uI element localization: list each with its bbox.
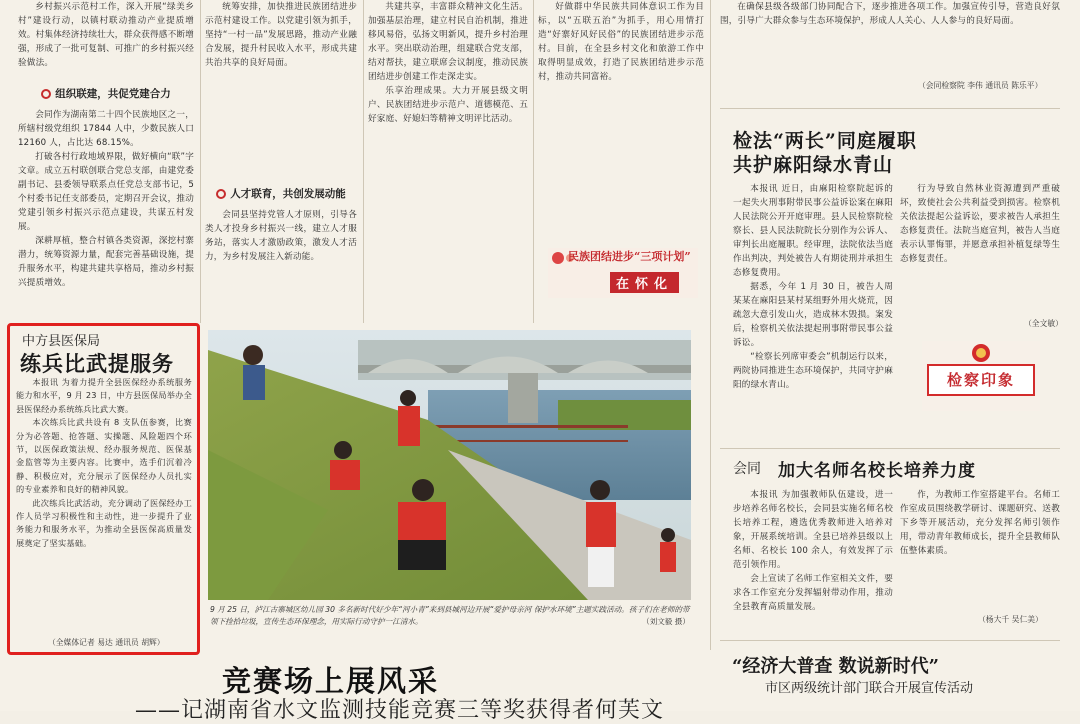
headline: “经济大普查 数说新时代”: [732, 656, 939, 677]
section-divider: [720, 448, 1060, 449]
article-text: 好做群中华民族共同体意识工作为目标，以“五联五治”为抓手，用心用情打造“好寨好风好民俗”的民族团结进步示范村。目前，在全县乡村文化和旅游工作中取得明显成效，打造了民族团结进步示范村，推动共同富裕。: [538, 2, 704, 82]
column-divider: [363, 0, 364, 323]
procuratorate-emblem: [922, 341, 1040, 411]
photo-caption: 9 月 25 日，泸江古寨城区幼儿园 30 多名新时代好少年“河小青”来到县城河边开展“爱护母亲河 保护水环境”主题实践活动。孩子们在老师的带领下捡拾垃圾，宣传生态环保理念，用实际行动守护一江清水。 （刘文毅 摄）: [210, 605, 690, 626]
article-text: 会同作为湖南第二十四个民族地区之一，所辖村级党组织 17844 人中，少数民族人口 12160 人，占比达 68.15%。 打破各村行政地域界限，做好横向“联”字文章。成立五村联创联合党总支部，由建党委副书记、县委领导联系点任党总支部书记，5 个村委书记任支部委员，定期召开会议，推动党建引领乡村振兴示范点建设，共谋五村发展。 深耕厚植，整合村镇各类资源，深挖村寨潜力，统筹资源力量，配套完善基础设施，提升服务水平，构建共建共享格局，推动乡村振兴提质增效。: [18, 110, 194, 288]
article-text: 统筹安排，加快推进民族团结进步示范村建设工作。以党建引领为抓手，坚持“一村一品”发展思路，推动产业融合发展，提升村民收入水平，形成共建共治共享的良好局面。: [205, 2, 357, 68]
section-divider: [720, 640, 1060, 641]
headline: 练兵比武提服务: [20, 351, 174, 376]
article-text: 本报讯 为着力提升全县医保经办系统服务能力和水平，9 月 23 日，中方县医保局举办全县医保经办系统练兵比武大赛。 本次练兵比武共设有 8 支队伍参赛，比赛分为必答题、抢答题、实操题、风险题四个环节，以医保政策法规、经办服务规范、医保基金监管等为主要内容。比赛中，选手们沉着冷静、积极应对，充分展示了医保经办人员扎实的专业素养和良好的精神风貌。 此次练兵比武活动，充分调动了医保经办工作人员学习积极性和主动性，进一步提升了业务能力和服务水平，为推动全县医保高质量发展奠定了坚实基础。: [16, 377, 192, 548]
section-divider: [720, 108, 1060, 109]
article-text: 会同县坚持党管人才原则，引导各类人才投身乡村振兴一线，建立人才服务站，落实人才激励政策，激发人才活力，为乡村发展注入新动能。: [205, 210, 357, 262]
banner-subtitle: 在怀化: [610, 272, 679, 293]
headline: 竞赛场上展风采: [222, 664, 440, 698]
column-divider: [710, 0, 711, 650]
article-text: 本报讯 近日，由麻阳检察院起诉的一起失火刑事附带民事公益诉讼案在麻阳人民法院公开开庭审理。县人民检察院检察长、县人民法院院长分别作为公诉人、审判长出庭履职。经审理，法院依法当庭作出判决，判处被告人有期徒刑并承担生态修复费用。 据悉，今年 1 月 30 日，被告人周某某在麻阳县某村某组野外用火烧荒，因疏忽大意引发山火，造成林木毁损。案发后，检察机关依法提起刑事附带民事公益诉讼。 “检察长列席审委会”机制运行以来，两院协同推进生态环境保护，共同守护麻阳的绿水青山。: [733, 184, 893, 390]
article-text: 作，为教师工作室搭建平台。名师工作室成员围绕教学研讨、课题研究、送教下乡等开展活动，充分发挥名师引领作用，带动青年教师成长，提升全县教师队伍整体素质。: [900, 490, 1060, 556]
column-divider: [533, 0, 534, 323]
emblem-label: 检察印象: [946, 371, 1015, 389]
banner-title: 民族团结进步“三项计划”: [568, 250, 691, 263]
news-photo: [208, 330, 691, 600]
article-kicker: 会同: [733, 461, 761, 477]
article-text: 行为导致自然林业资源遭到严重破坏，致使社会公共利益受到损害。检察机关依法提起公益诉讼，要求被告人承担生态修复责任。法院当庭宣判，被告人当庭表示认罪悔罪，并愿意承担补植复绿等生态修复责任。: [900, 184, 1060, 264]
byline: （杨大千 吴仁美）: [978, 615, 1043, 624]
section-subhead: 组织联建，共促党建合力: [18, 86, 194, 101]
article-text: 共建共享，丰富群众精神文化生活。加强基层治理，建立村民自治机制，推进移风易俗，弘扬文明新风，提升乡村治理水平。突出联动治理，组建联合党支部，结对帮扶，建立联席会议制度，推动民族团结进步创建工作走深走实。 乐享治理成果。大力开展县级文明户、民族团结进步示范户、道德模范、五好家庭、好媳妇等精神文明评比活动。: [368, 2, 528, 124]
headline: 共护麻阳绿水青山: [733, 154, 894, 176]
headline: 加大名师名校长培养力度: [778, 461, 976, 481]
article-text: 本报讯 为加强教师队伍建设，进一步培养名师名校长，会同县实施名师名校长培养工程，遴选优秀教师进入培养对象，开展系统培训。全县已培养县级以上名师、名校长 100 余人，有效发挥了示范引领作用。 会上宣读了名师工作室相关文件，要求各工作室充分发挥辐射带动作用，推动全县教育高质量发展。: [733, 490, 893, 612]
byline: （会同检察院 李伟 通讯员 陈乐平）: [918, 81, 1043, 90]
article-text: 在确保县级各级部门协同配合下，逐步推进各项工作。加强宣传引导，营造良好氛围，引导广大群众参与生态环境保护，形成人人关心、人人参与的良好局面。: [720, 2, 1060, 26]
headline-subtitle: 市区两级统计部门联合开展宣传活动: [765, 681, 974, 696]
article-kicker: 中方县医保局: [22, 334, 101, 349]
headline: 检法“两长”同庭履职: [733, 130, 917, 152]
headline-subtitle: ——记湖南省水文监测技能竞赛三等奖获得者何芙文: [135, 698, 665, 723]
section-subhead: 人才联育，共创发展动能: [205, 186, 357, 201]
byline: （全媒体记者 易达 通讯员 胡辉）: [48, 638, 165, 647]
article-text: 乡村振兴示范村工作，深入开展“绿美乡村”建设行动，以镇村联动推动产业提质增效。村集体经济持续壮大，群众获得感不断增强，形成了一批可复制、可推广的乡村振兴经验做法。: [18, 2, 194, 68]
byline: （全文敏）: [1024, 319, 1063, 328]
column-divider: [200, 0, 201, 323]
banner-graphic: [548, 248, 698, 298]
